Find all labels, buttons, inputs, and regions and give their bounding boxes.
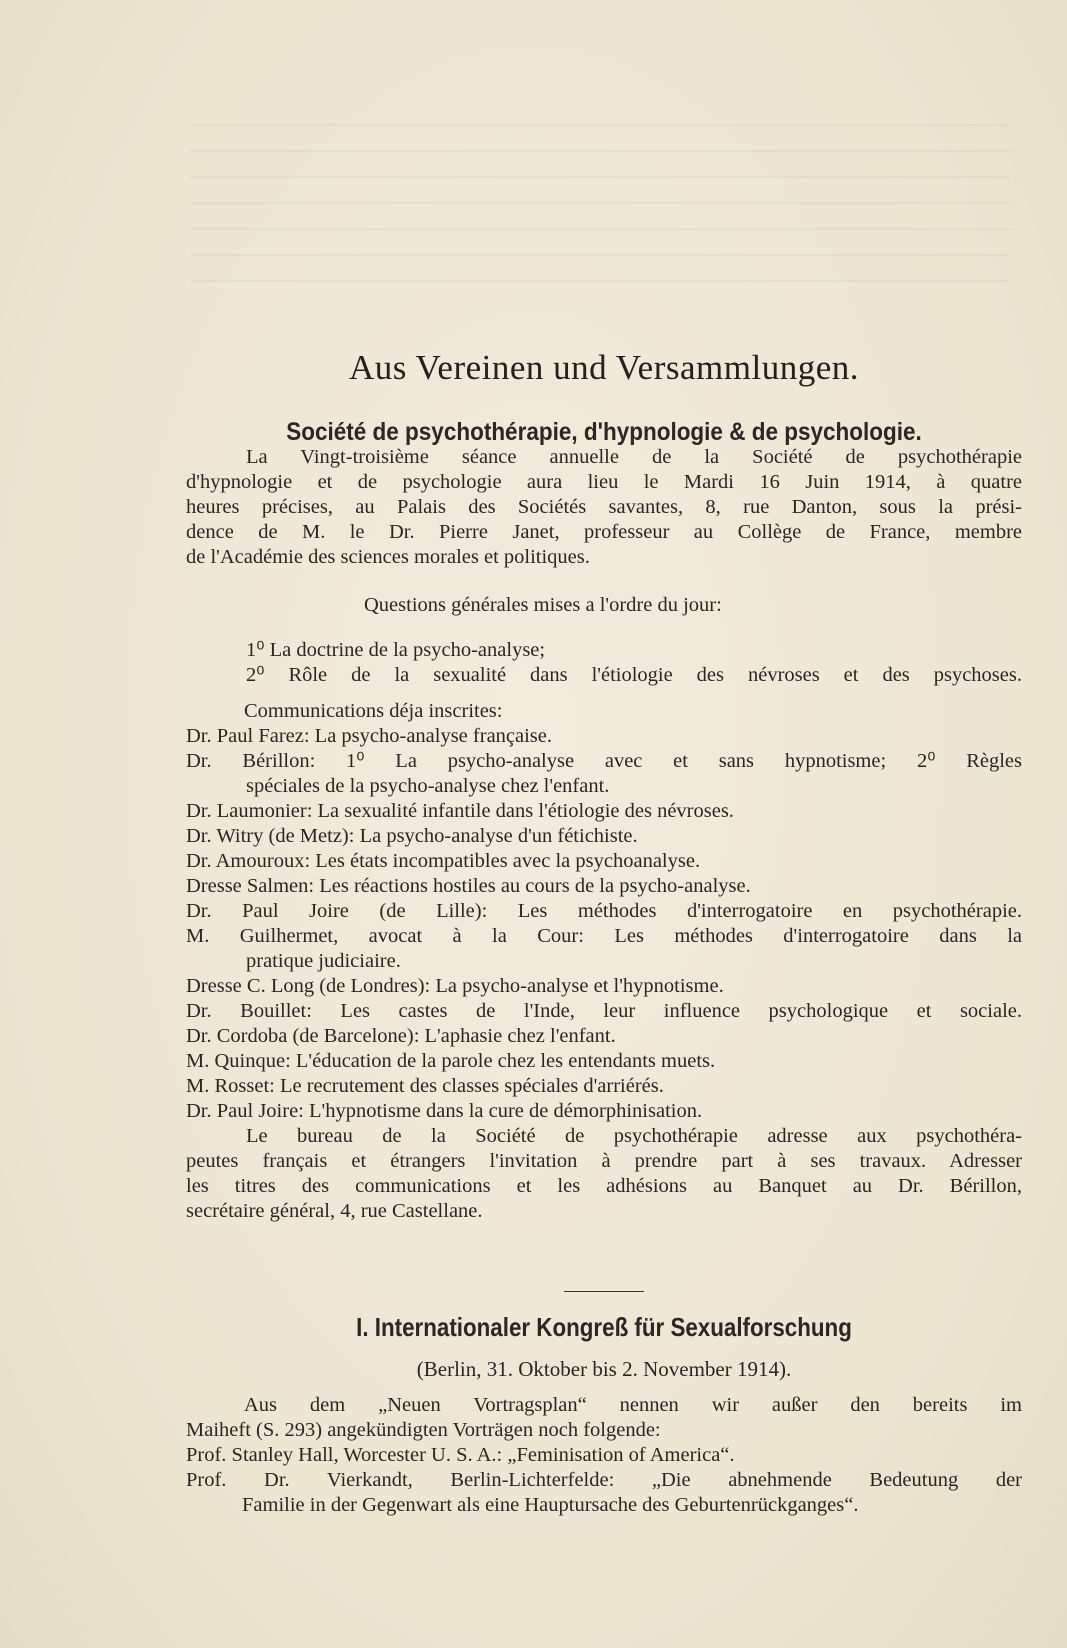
bleed-through [190, 100, 1010, 340]
society-paragraph-line: dence de M. le Dr. Pierre Janet, professeur au Collège de France, membre [186, 521, 1022, 543]
communication-item: Dr. Laumonier: La sexualité infantile dans l'étiologie des névroses. [186, 800, 734, 822]
communication-item: Dr. Witry (de Metz): La psycho-analyse d'un fétichiste. [186, 825, 638, 847]
society-paragraph-line: de l'Académie des sciences morales et politiques. [186, 546, 590, 568]
congress-paragraph-line: Familie in der Gegenwart als eine Hauptursache des Geburtenrückganges“. [242, 1494, 859, 1516]
communication-item: Dr. Cordoba (de Barcelone): L'aphasie chez l'enfant. [186, 1025, 616, 1047]
question-item: 1⁰ La doctrine de la psycho-analyse; [246, 639, 546, 661]
communication-item: Dr. Amouroux: Les états incompatibles avec la psychoanalyse. [186, 850, 701, 872]
congress-title: I. Internationaler Kongreß für Sexualforschung [356, 1312, 852, 1342]
question-item: 2⁰ Rôle de la sexualité dans l'étiologie des névroses et des psychoses. [246, 664, 1022, 686]
communication-item: pratique judiciaire. [246, 950, 401, 972]
communication-item: Dr. Bérillon: 1⁰ La psycho-analyse avec et sans hypnotisme; 2⁰ Règles [186, 750, 1022, 772]
communication-item: M. Rosset: Le recrutement des classes spéciales d'arriérés. [186, 1075, 664, 1097]
congress-paragraph-line: Prof. Dr. Vierkandt, Berlin-Lichterfelde: „Die abnehmende Bedeutung der [186, 1469, 1022, 1491]
communication-item: Dresse Salmen: Les réactions hostiles au cours de la psycho-analyse. [186, 875, 751, 897]
communication-item: Dr. Paul Joire: L'hypnotisme dans la cure de démorphinisation. [186, 1100, 703, 1122]
congress-paragraph-line: Aus dem „Neuen Vortragsplan“ nennen wir außer den bereits im [244, 1394, 1022, 1416]
communication-item: Dr. Paul Farez: La psycho-analyse française. [186, 725, 553, 747]
society-paragraph-line: d'hypnologie et de psychologie aura lieu le Mardi 16 Juin 1914, à quatre [186, 471, 1022, 493]
closing-paragraph-line: peutes français et étrangers l'invitation à prendre part à ses travaux. Adresser [186, 1150, 1022, 1172]
communication-item: M. Guilhermet, avocat à la Cour: Les méthodes d'interrogatoire dans la [186, 925, 1022, 947]
closing-paragraph-line: secrétaire général, 4, rue Castellane. [186, 1200, 483, 1222]
section-heading: Aus Vereinen und Versammlungen. [349, 348, 859, 387]
society-title: Société de psychothérapie, d'hypnologie & de psychologie. [286, 418, 922, 446]
section-divider [564, 1291, 644, 1292]
communication-item: spéciales de la psycho-analyse chez l'enfant. [246, 775, 610, 797]
communication-item: Dresse C. Long (de Londres): La psycho-analyse et l'hypnotisme. [186, 975, 724, 997]
questions-heading: Questions générales mises a l'ordre du jour: [364, 594, 722, 616]
closing-paragraph-line: Le bureau de la Société de psychothérapie adresse aux psychothéra- [246, 1125, 1022, 1147]
communications-heading: Communications déja inscrites: [244, 700, 503, 722]
society-paragraph-line: La Vingt-troisième séance annuelle de la Société de psychothérapie [246, 446, 1022, 468]
congress-paragraph-line: Maiheft (S. 293) angekündigten Vorträgen noch folgende: [186, 1419, 661, 1441]
society-paragraph-line: heures précises, au Palais des Sociétés savantes, 8, rue Danton, sous la prési- [186, 496, 1022, 518]
congress-paragraph-line: Prof. Stanley Hall, Worcester U. S. A.: „Feminisation of America“. [186, 1444, 735, 1466]
closing-paragraph-line: les titres des communications et les adhésions au Banquet au Dr. Bérillon, [186, 1175, 1022, 1197]
communication-item: Dr. Paul Joire (de Lille): Les méthodes d'interrogatoire en psychothérapie. [186, 900, 1022, 922]
congress-subtitle: (Berlin, 31. Oktober bis 2. November 1914). [416, 1357, 792, 1381]
communication-item: Dr. Bouillet: Les castes de l'Inde, leur influence psychologique et sociale. [186, 1000, 1022, 1022]
communication-item: M. Quinque: L'éducation de la parole chez les entendants muets. [186, 1050, 716, 1072]
